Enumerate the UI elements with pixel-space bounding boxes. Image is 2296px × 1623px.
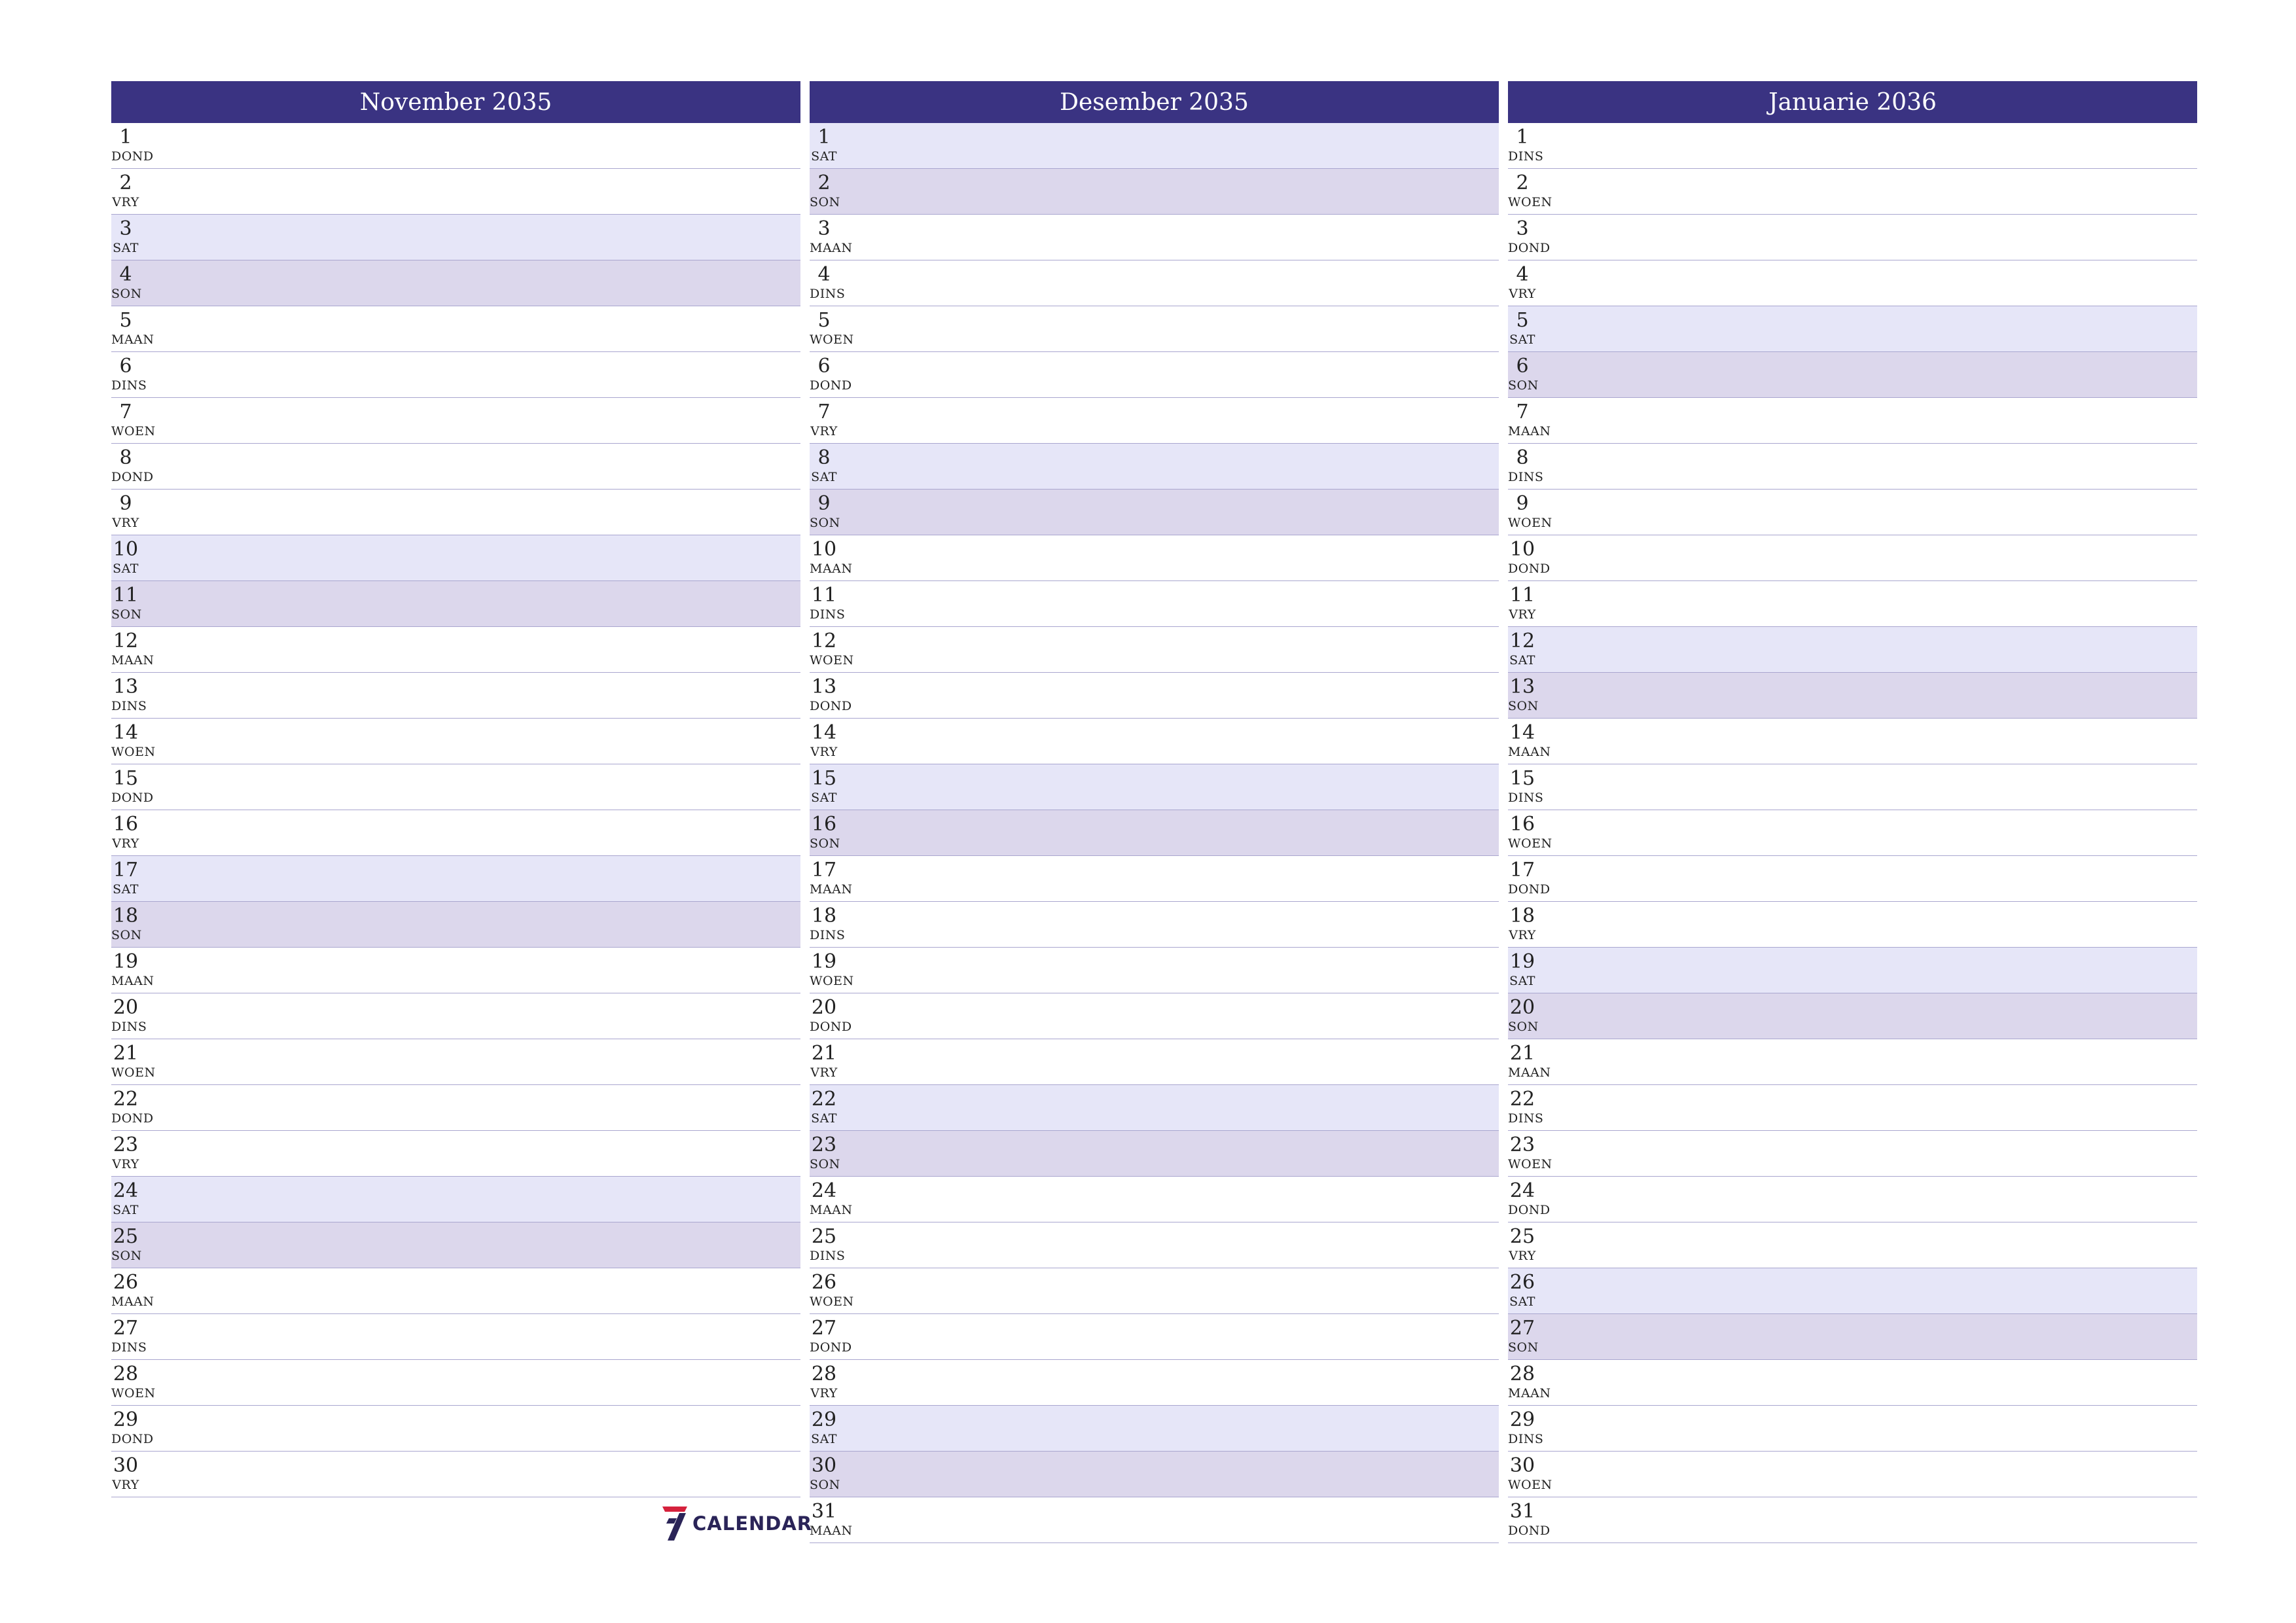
day-name: SON [810, 195, 840, 209]
day-number: 23 [113, 1133, 139, 1156]
day-name: VRY [810, 745, 838, 759]
day-number: 3 [817, 217, 831, 240]
day-name: DINS [810, 607, 846, 622]
day-row [111, 764, 800, 810]
day-number: 12 [811, 630, 837, 652]
day-name: SON [1508, 378, 1539, 393]
day-name: VRY [810, 424, 838, 438]
day-number: 14 [811, 721, 837, 744]
day-number: 2 [1516, 171, 1529, 194]
day-number: 17 [1509, 859, 1535, 882]
day-row [111, 535, 800, 581]
day-number: 3 [1516, 217, 1529, 240]
day-name: VRY [1509, 607, 1536, 622]
month-header: November 2035 [111, 81, 800, 123]
day-name: DOND [111, 470, 154, 484]
day-number: 13 [1509, 675, 1535, 698]
day-number: 18 [1509, 904, 1535, 927]
day-row [1508, 627, 2197, 673]
day-name: WOEN [1508, 195, 1552, 209]
day-name: DOND [111, 149, 154, 164]
day-number: 19 [1509, 950, 1535, 973]
day-row [111, 444, 800, 490]
day-number: 7 [119, 401, 132, 423]
day-row [111, 1360, 800, 1406]
day-list [1508, 123, 2197, 1543]
day-name: WOEN [111, 424, 156, 438]
day-row [111, 856, 800, 902]
day-name: VRY [112, 1157, 139, 1171]
day-row [810, 1314, 1499, 1360]
day-row [111, 1314, 800, 1360]
day-name: SON [1508, 1340, 1539, 1355]
day-number: 23 [1509, 1133, 1535, 1156]
day-number: 5 [817, 309, 831, 332]
day-row [1508, 673, 2197, 719]
day-name: SON [111, 928, 142, 942]
day-name: DOND [1508, 882, 1551, 897]
day-number: 2 [817, 171, 831, 194]
day-number: 29 [811, 1408, 837, 1431]
day-row [111, 1268, 800, 1314]
month-column-november [111, 81, 800, 1497]
day-name: WOEN [1508, 516, 1552, 530]
day-name: SON [1508, 699, 1539, 713]
day-row [111, 581, 800, 627]
day-row [111, 719, 800, 764]
day-number: 11 [811, 584, 837, 607]
month-column-december [810, 81, 1499, 1543]
logo-text: CALENDAR [692, 1512, 813, 1535]
day-name: VRY [112, 836, 139, 851]
day-row [810, 1085, 1499, 1131]
day-row [111, 215, 800, 260]
day-name: WOEN [111, 1065, 156, 1080]
day-row [810, 1268, 1499, 1314]
day-name: SON [111, 287, 142, 301]
day-name: DOND [1508, 1203, 1551, 1217]
day-name: DINS [1508, 1111, 1544, 1126]
day-name: WOEN [1508, 836, 1552, 851]
day-number: 31 [1509, 1500, 1535, 1523]
day-number: 18 [113, 904, 139, 927]
day-number: 1 [1516, 126, 1529, 149]
day-number: 12 [1509, 630, 1535, 652]
day-name: MAAN [111, 1294, 154, 1309]
day-number: 24 [113, 1179, 139, 1202]
day-number: 27 [811, 1317, 837, 1340]
day-name: SAT [811, 149, 837, 164]
day-name: DINS [111, 1020, 147, 1034]
day-row [1508, 490, 2197, 535]
day-number: 10 [113, 538, 139, 561]
day-number: 28 [1509, 1363, 1535, 1385]
day-row [1508, 215, 2197, 260]
day-name: VRY [810, 1065, 838, 1080]
day-row [1508, 810, 2197, 856]
day-row [810, 627, 1499, 673]
day-number: 12 [113, 630, 139, 652]
day-number: 20 [113, 996, 139, 1019]
day-name: WOEN [810, 653, 854, 668]
day-row [111, 169, 800, 215]
day-number: 31 [811, 1500, 837, 1523]
day-number: 21 [811, 1042, 837, 1065]
day-row [810, 215, 1499, 260]
day-number: 9 [817, 492, 831, 515]
day-name: MAAN [111, 332, 154, 347]
day-name: SON [810, 1478, 840, 1492]
day-number: 24 [811, 1179, 837, 1202]
day-row [111, 627, 800, 673]
day-number: 14 [113, 721, 139, 744]
day-row [1508, 1452, 2197, 1497]
day-row [111, 490, 800, 535]
day-row [1508, 169, 2197, 215]
day-row [1508, 306, 2197, 352]
day-number: 9 [1516, 492, 1529, 515]
day-number: 9 [119, 492, 132, 515]
day-number: 13 [811, 675, 837, 698]
day-number: 2 [119, 171, 132, 194]
day-row [111, 948, 800, 993]
day-name: SAT [1509, 1294, 1535, 1309]
day-row [111, 810, 800, 856]
day-number: 22 [811, 1088, 837, 1111]
day-row [810, 1406, 1499, 1452]
day-number: 5 [1516, 309, 1529, 332]
day-name: WOEN [810, 1294, 854, 1309]
brand-logo [660, 1504, 812, 1543]
day-row [810, 581, 1499, 627]
day-number: 18 [811, 904, 837, 927]
day-number: 26 [811, 1271, 837, 1294]
day-row [810, 490, 1499, 535]
day-name: MAAN [111, 653, 154, 668]
day-row [1508, 1268, 2197, 1314]
day-number: 7 [1516, 401, 1529, 423]
day-name: SON [1508, 1020, 1539, 1034]
day-row [111, 306, 800, 352]
day-row [810, 1222, 1499, 1268]
day-number: 28 [811, 1363, 837, 1385]
day-row [810, 719, 1499, 764]
month-header: Januarie 2036 [1508, 81, 2197, 123]
day-number: 30 [113, 1454, 139, 1477]
day-name: WOEN [111, 745, 156, 759]
month-column-january [1508, 81, 2197, 1543]
day-number: 26 [1509, 1271, 1535, 1294]
day-number: 5 [119, 309, 132, 332]
day-number: 30 [1509, 1454, 1535, 1477]
day-name: DOND [111, 1111, 154, 1126]
day-row [111, 993, 800, 1039]
day-row [810, 398, 1499, 444]
day-number: 28 [113, 1363, 139, 1385]
day-number: 6 [119, 355, 132, 378]
day-row [810, 810, 1499, 856]
day-name: DOND [1508, 562, 1551, 576]
day-name: VRY [1509, 287, 1536, 301]
day-row [810, 535, 1499, 581]
day-row [810, 306, 1499, 352]
day-number: 14 [1509, 721, 1535, 744]
day-number: 16 [1509, 813, 1535, 836]
day-number: 8 [817, 446, 831, 469]
day-number: 16 [811, 813, 837, 836]
day-number: 25 [113, 1225, 139, 1248]
day-name: SON [111, 1249, 142, 1263]
day-row [111, 1222, 800, 1268]
seven-logo-icon [660, 1505, 689, 1542]
day-name: WOEN [810, 332, 854, 347]
day-row [1508, 764, 2197, 810]
day-number: 25 [811, 1225, 837, 1248]
day-name: WOEN [111, 1386, 156, 1400]
day-name: VRY [112, 516, 139, 530]
day-list [810, 123, 1499, 1543]
day-row [111, 352, 800, 398]
day-name: MAAN [1508, 1386, 1551, 1400]
day-name: SAT [113, 882, 139, 897]
day-row [111, 1177, 800, 1222]
day-row [810, 352, 1499, 398]
day-row [1508, 993, 2197, 1039]
day-row [111, 673, 800, 719]
day-number: 23 [811, 1133, 837, 1156]
day-number: 15 [113, 767, 139, 790]
day-number: 20 [811, 996, 837, 1019]
day-number: 24 [1509, 1179, 1535, 1202]
day-row [810, 169, 1499, 215]
day-row [1508, 1039, 2197, 1085]
day-name: MAAN [1508, 745, 1551, 759]
day-number: 22 [113, 1088, 139, 1111]
day-number: 8 [1516, 446, 1529, 469]
day-number: 11 [113, 584, 139, 607]
day-row [111, 1406, 800, 1452]
day-row [1508, 1177, 2197, 1222]
day-name: SON [810, 1157, 840, 1171]
day-row [1508, 1497, 2197, 1543]
day-row [810, 856, 1499, 902]
day-name: VRY [1509, 1249, 1536, 1263]
day-name: MAAN [111, 974, 154, 988]
day-row [111, 260, 800, 306]
day-row [1508, 1314, 2197, 1360]
day-name: DINS [111, 1340, 147, 1355]
day-name: SAT [1509, 974, 1535, 988]
day-row [1508, 1406, 2197, 1452]
day-name: DOND [1508, 1524, 1551, 1538]
day-number: 16 [113, 813, 139, 836]
day-name: SAT [113, 1203, 139, 1217]
day-name: WOEN [1508, 1157, 1552, 1171]
day-row [1508, 352, 2197, 398]
day-name: SAT [1509, 653, 1535, 668]
day-name: WOEN [1508, 1478, 1552, 1492]
day-number: 15 [811, 767, 837, 790]
day-list [111, 123, 800, 1497]
day-name: MAAN [810, 1203, 853, 1217]
day-number: 27 [1509, 1317, 1535, 1340]
day-row [810, 1131, 1499, 1177]
day-name: DOND [810, 699, 852, 713]
day-row [111, 1085, 800, 1131]
day-name: DINS [810, 287, 846, 301]
day-name: MAAN [810, 882, 853, 897]
day-number: 21 [113, 1042, 139, 1065]
day-row [810, 1360, 1499, 1406]
day-name: DOND [111, 791, 154, 805]
day-row [111, 902, 800, 948]
day-number: 1 [817, 126, 831, 149]
day-number: 22 [1509, 1088, 1535, 1111]
day-row [1508, 1222, 2197, 1268]
day-row [810, 1497, 1499, 1543]
day-name: MAAN [1508, 1065, 1551, 1080]
day-row [810, 993, 1499, 1039]
day-name: VRY [810, 1386, 838, 1400]
day-row [1508, 948, 2197, 993]
day-number: 11 [1509, 584, 1535, 607]
day-number: 17 [113, 859, 139, 882]
day-name: WOEN [810, 974, 854, 988]
day-name: DINS [1508, 470, 1544, 484]
day-name: DINS [1508, 149, 1544, 164]
day-row [1508, 902, 2197, 948]
month-header: Desember 2035 [810, 81, 1499, 123]
day-name: SON [810, 836, 840, 851]
day-name: SON [111, 607, 142, 622]
day-row [810, 444, 1499, 490]
day-name: DINS [111, 378, 147, 393]
day-row [810, 1452, 1499, 1497]
day-row [1508, 444, 2197, 490]
day-row [111, 1039, 800, 1085]
day-name: DOND [111, 1432, 154, 1446]
day-name: MAAN [810, 562, 853, 576]
day-number: 19 [113, 950, 139, 973]
day-number: 21 [1509, 1042, 1535, 1065]
day-name: DINS [111, 699, 147, 713]
day-name: DINS [1508, 1432, 1544, 1446]
day-number: 10 [1509, 538, 1535, 561]
day-number: 25 [1509, 1225, 1535, 1248]
day-name: DOND [1508, 241, 1551, 255]
day-row [1508, 260, 2197, 306]
day-name: MAAN [1508, 424, 1551, 438]
day-name: SAT [811, 791, 837, 805]
day-row [1508, 1131, 2197, 1177]
day-name: SAT [811, 1432, 837, 1446]
day-row [810, 123, 1499, 169]
day-number: 17 [811, 859, 837, 882]
day-number: 30 [811, 1454, 837, 1477]
day-number: 4 [817, 263, 831, 286]
day-number: 8 [119, 446, 132, 469]
day-number: 19 [811, 950, 837, 973]
day-number: 4 [119, 263, 132, 286]
day-number: 26 [113, 1271, 139, 1294]
day-name: VRY [112, 195, 139, 209]
day-row [810, 260, 1499, 306]
day-row [1508, 123, 2197, 169]
day-number: 10 [811, 538, 837, 561]
day-row [810, 673, 1499, 719]
day-row [111, 398, 800, 444]
day-row [1508, 1360, 2197, 1406]
day-row [1508, 535, 2197, 581]
day-name: VRY [112, 1478, 139, 1492]
day-row [810, 1039, 1499, 1085]
day-name: DINS [810, 1249, 846, 1263]
day-name: DOND [810, 1020, 852, 1034]
day-row [1508, 856, 2197, 902]
day-number: 13 [113, 675, 139, 698]
day-name: DOND [810, 378, 852, 393]
day-name: MAAN [810, 1524, 853, 1538]
day-row [111, 1452, 800, 1497]
day-number: 27 [113, 1317, 139, 1340]
day-name: DINS [1508, 791, 1544, 805]
day-name: DOND [810, 1340, 852, 1355]
day-name: MAAN [810, 241, 853, 255]
day-row [810, 764, 1499, 810]
day-number: 7 [817, 401, 831, 423]
day-name: SAT [113, 241, 139, 255]
day-row [1508, 581, 2197, 627]
day-row [1508, 398, 2197, 444]
day-row [1508, 719, 2197, 764]
day-number: 3 [119, 217, 132, 240]
day-name: SAT [113, 562, 139, 576]
day-row [111, 1131, 800, 1177]
day-name: VRY [1509, 928, 1536, 942]
day-row [810, 948, 1499, 993]
day-name: SAT [1509, 332, 1535, 347]
day-number: 6 [817, 355, 831, 378]
day-row [810, 1177, 1499, 1222]
day-name: SAT [811, 1111, 837, 1126]
day-number: 4 [1516, 263, 1529, 286]
day-number: 29 [113, 1408, 139, 1431]
day-name: DINS [810, 928, 846, 942]
day-number: 6 [1516, 355, 1529, 378]
day-name: SON [810, 516, 840, 530]
day-row [1508, 1085, 2197, 1131]
day-row [111, 123, 800, 169]
day-name: SAT [811, 470, 837, 484]
day-number: 20 [1509, 996, 1535, 1019]
day-number: 1 [119, 126, 132, 149]
day-row [810, 902, 1499, 948]
day-number: 15 [1509, 767, 1535, 790]
day-number: 29 [1509, 1408, 1535, 1431]
